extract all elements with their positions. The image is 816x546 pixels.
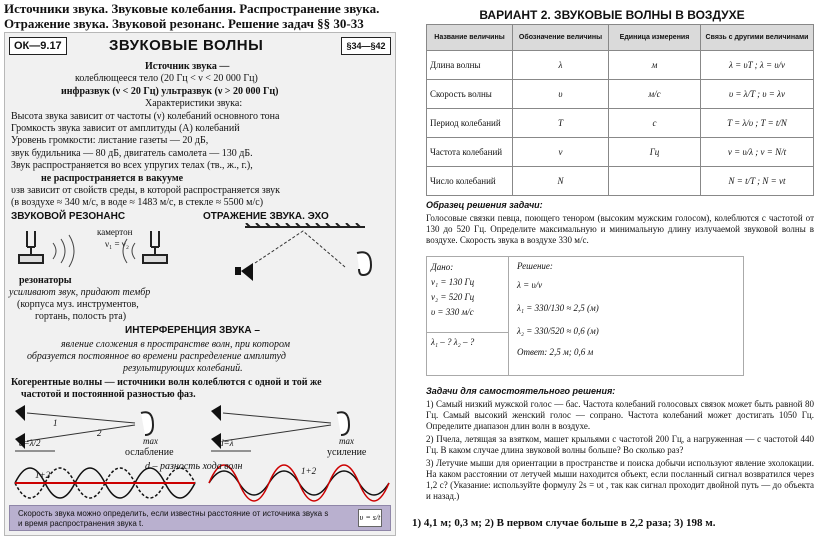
poster-image bbox=[4, 32, 396, 536]
worksheet-image bbox=[412, 0, 816, 546]
poster-line: Громкость звука зависит от амплитуды (A) колебаний bbox=[11, 123, 240, 134]
given-column bbox=[427, 257, 509, 375]
solution-title: Решение: bbox=[517, 261, 553, 271]
table-cell: с bbox=[609, 109, 701, 138]
table-cell bbox=[609, 167, 701, 196]
table-cell: ν bbox=[513, 138, 609, 167]
poster-footer bbox=[9, 505, 391, 531]
ear-icon bbox=[357, 252, 371, 275]
resonators-label: резонаторы bbox=[19, 275, 72, 286]
table-cell: ν = υ/λ ; ν = N/t bbox=[701, 138, 814, 167]
footer-formula: υ = s/t bbox=[358, 509, 382, 527]
table-row bbox=[427, 109, 814, 138]
table-header: Единица измерения bbox=[609, 25, 701, 51]
footer-text: Скорость звука можно определить, если известны расстояние от источника звука s и время распространения звука t. bbox=[18, 509, 329, 528]
poster-line: Звук распространяется во всех упругих телах (тв., ж., г.), bbox=[11, 160, 253, 172]
table-cell: Частота колебаний bbox=[427, 138, 513, 167]
wave-label-sum-right: 1+2 bbox=[301, 466, 317, 476]
table-cell: Число колебаний bbox=[427, 167, 513, 196]
solution-line: λ = υ/ν bbox=[517, 280, 543, 290]
poster-line: Уровень громкости: листание газеты — 20 дБ, bbox=[11, 135, 209, 147]
rays-right bbox=[223, 413, 331, 441]
echo-wall bbox=[245, 223, 365, 227]
interference-text-2: образуется постоянное во времени распределение амплитуд bbox=[27, 351, 286, 362]
table-cell: υ bbox=[513, 80, 609, 109]
interference-text-3: результирующих колебаний. bbox=[123, 363, 243, 374]
table-cell: λ bbox=[513, 51, 609, 80]
table-cell: Скорость волны bbox=[427, 80, 513, 109]
poster-title: ЗВУКОВЫЕ ВОЛНЫ bbox=[109, 37, 264, 54]
table-cell: T = λ/υ ; T = t/N bbox=[701, 109, 814, 138]
table-cell: N = t/T ; N = νt bbox=[701, 167, 814, 196]
coherent-text-1: Когерентные волны — источники волн колеблются с одной и той же bbox=[11, 377, 322, 388]
table-cell: м/с bbox=[609, 80, 701, 109]
resonator-note-2: (корпуса муз. инструментов, bbox=[17, 299, 139, 310]
solution-line: λ₁ = 330/130 ≈ 2,5 (м) bbox=[517, 303, 599, 313]
resonator-note-1: усиливают звук, придают тембр bbox=[9, 287, 151, 298]
table-cell: Период колебаний bbox=[427, 109, 513, 138]
sample-text: Голосовые связки певца, поющего тенором (высоким мужским голосом), колеблются с частотой от 130 до 520 Гц. Определите максимальную и минимальную длину излучаемой звуковой волны в воздухе. Скорость звука в воздухе 330 м/с. bbox=[426, 213, 814, 245]
poster-tag-left: ОК—9.17 bbox=[9, 37, 67, 55]
interference-title: ИНТЕРФЕРЕНЦИЯ ЗВУКА – bbox=[125, 325, 260, 336]
poster-line: Высота звука зависит от частоты (ν) колебаний основного тона bbox=[11, 110, 280, 122]
table-cell: N bbox=[513, 167, 609, 196]
poster-line: звук будильника — 80 дБ, двигатель самолета — 130 дБ. bbox=[11, 147, 253, 159]
answer-line: 1) 4,1 м; 0,3 м; 2) В первом случае больше в 2,2 раза; 3) 198 м. bbox=[412, 517, 716, 529]
poster-line: Характеристики звука: bbox=[145, 98, 243, 110]
resonator-note-3: гортань, полость рта) bbox=[35, 311, 127, 322]
poster-line: (в воздухе ≈ 340 м/с, в воде ≈ 1483 м/с, в стекле ≈ 5500 м/с) bbox=[11, 197, 264, 209]
variant-title: ВАРИАНТ 2. ЗВУКОВЫЕ ВОЛНЫ В ВОЗДУХЕ bbox=[479, 8, 745, 22]
tuning-fork-label: камертон bbox=[97, 227, 133, 237]
table-cell: Гц bbox=[609, 138, 701, 167]
reflection-title: ОТРАЖЕНИЕ ЗВУКА. ЭХО bbox=[203, 211, 329, 222]
given-line: ν₂ = 520 Гц bbox=[431, 292, 475, 302]
speaker-icons bbox=[15, 405, 221, 449]
table-row bbox=[427, 51, 814, 80]
table-cell: м bbox=[609, 51, 701, 80]
table-cell: T bbox=[513, 109, 609, 138]
table-cell: λ = υT ; λ = υ/ν bbox=[701, 51, 814, 80]
tasks-heading: Задачи для самостоятельного решения: bbox=[426, 386, 616, 396]
table-row bbox=[427, 80, 814, 109]
task-2: 2) Пчела, летящая за взятком, машет крыльями с частотой 200 Гц, а нагруженная — с частотой 440 Гц. В каком случае длина звуковой волны больше? Во сколько раз? bbox=[426, 434, 814, 455]
wave-label-sum-left: 1+2 bbox=[35, 470, 51, 480]
poster-line: υзв зависит от свойств среды, в которой распространяется звук bbox=[11, 185, 280, 196]
table-header-row bbox=[427, 25, 814, 51]
find-line: λ₁ – ? λ₂ – ? bbox=[427, 332, 508, 352]
rays-left bbox=[27, 413, 135, 441]
quantities-table bbox=[426, 24, 814, 196]
table-cell: υ = λ/T ; υ = λν bbox=[701, 80, 814, 109]
solution-box bbox=[426, 256, 744, 376]
tuning-fork-right bbox=[143, 231, 167, 263]
ear-icons bbox=[141, 412, 349, 435]
table-header: Связь с другими величинами bbox=[701, 25, 814, 51]
slide-title: Источники звука. Звуковые колебания. Распространение звука. Отражение звука. Звуковой резонанс. Решение задач §§ 30-33 bbox=[4, 1, 380, 31]
sample-heading: Образец решения задачи: bbox=[426, 200, 543, 210]
d-full-label: d=λ bbox=[219, 438, 234, 448]
coherent-text-2: частотой и постоянной разностью фаз. bbox=[21, 389, 196, 400]
solution-answer: Ответ: 2,5 м; 0,6 м bbox=[517, 347, 594, 357]
solution-column bbox=[513, 257, 741, 362]
poster-tag-right: §34—§42 bbox=[341, 37, 391, 55]
given-title: Дано: bbox=[431, 262, 454, 272]
weakening-label: ослабление bbox=[125, 447, 174, 458]
tuning-fork-left bbox=[19, 231, 43, 263]
table-header: Обозначение величины bbox=[513, 25, 609, 51]
poster-line: колеблющееся тело (20 Гц < ν < 20 000 Гц) bbox=[75, 73, 258, 85]
table-row bbox=[427, 138, 814, 167]
max-label-right: max bbox=[339, 436, 354, 446]
solution-line: λ₂ = 330/520 ≈ 0,6 (м) bbox=[517, 326, 599, 336]
strengthening-label: усиление bbox=[327, 447, 367, 458]
d-half-label: d=λ/2 bbox=[19, 438, 41, 448]
given-line: ν₁ = 130 Гц bbox=[431, 277, 475, 287]
table-header: Название величины bbox=[427, 25, 513, 51]
resonance-title: ЗВУКОВОЙ РЕЗОНАНС bbox=[11, 211, 126, 222]
resonance-echo-illustration bbox=[5, 223, 397, 283]
given-line: υ = 330 м/с bbox=[431, 307, 474, 317]
frequency-equality: ν₁ = ν₂ bbox=[105, 239, 129, 249]
poster-line: Источник звука — bbox=[145, 61, 230, 72]
table-cell: Длина волны bbox=[427, 51, 513, 80]
poster-line: не распространяется в вакууме bbox=[41, 172, 184, 184]
wave-label-1: 1 bbox=[53, 418, 58, 428]
max-label-left: max bbox=[143, 436, 158, 446]
path-difference-legend: d – разность хода волн bbox=[145, 461, 243, 472]
resonance-waves bbox=[53, 235, 135, 267]
echo-path bbox=[255, 231, 345, 267]
wave-label-2: 2 bbox=[97, 428, 102, 438]
table-row bbox=[427, 167, 814, 196]
interference-text-1: явление сложения в пространстве волн, при котором bbox=[61, 339, 291, 350]
poster-line: инфразвук (ν < 20 Гц) ультразвук (ν > 20 000 Гц) bbox=[61, 85, 279, 97]
loudspeaker-icon bbox=[235, 263, 253, 281]
task-1: 1) Самый низкий мужской голос — бас. Частота колебаний голосовых связок может быть равной 80 Гц. Самый высокий женский голос — сопрано. Частота колебаний может достигать 1050 Гц. Определите диапазон длин волн в воздухе. bbox=[426, 399, 814, 431]
task-3: 3) Летучие мыши для ориентации в пространстве и поиска добычи используют явление эхолокации. На каком расстоянии от летучей мыши находится объект, если посланный сигнал возвратился через 1,2 с? (Указание: используйте формулу 2s = υt , так как сигнал проходит двойной путь — до объекта и назад.) bbox=[426, 458, 814, 501]
